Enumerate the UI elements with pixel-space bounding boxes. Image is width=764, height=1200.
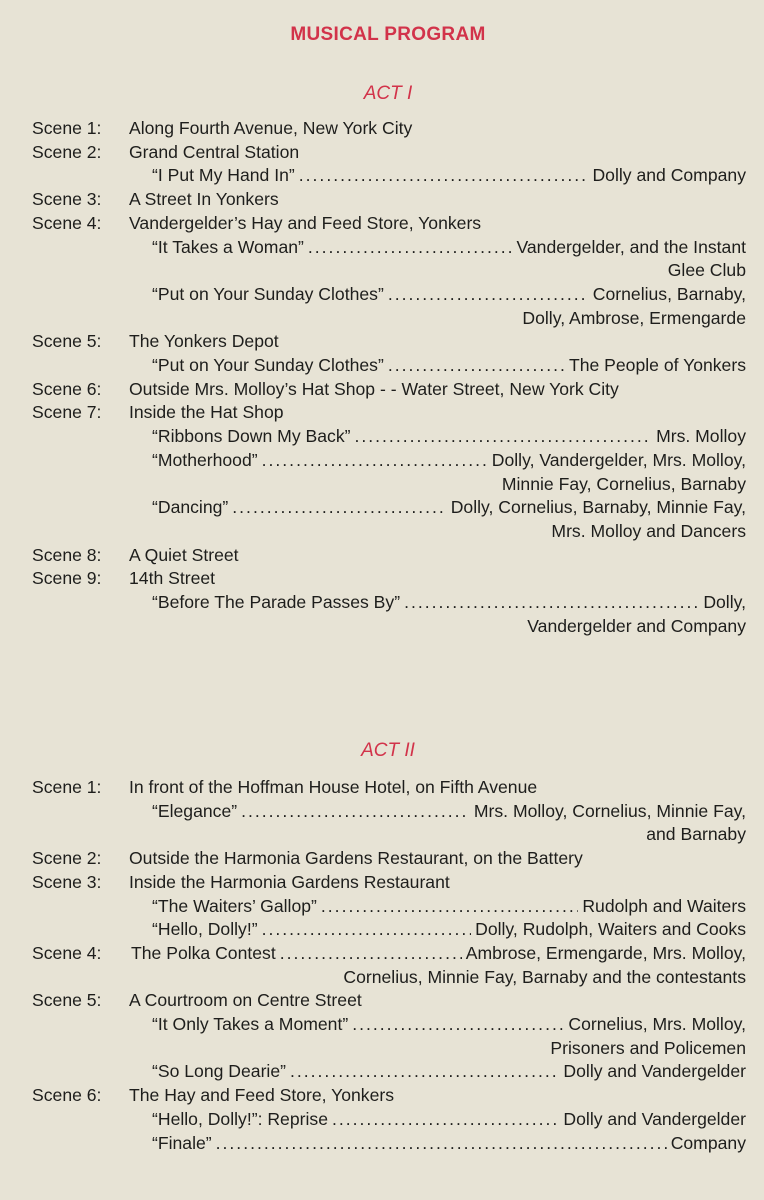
song-performers: Dolly and Company <box>592 165 746 186</box>
act2-scene-4 <box>32 942 746 966</box>
act1-scene-3 <box>32 188 746 212</box>
act1-scene-5 <box>32 330 746 354</box>
act2-scene-2 <box>32 847 746 871</box>
song-row <box>152 591 746 615</box>
song-performers: Company <box>670 1132 746 1153</box>
song-title: “Elegance” <box>152 800 238 821</box>
song-performers: Mrs. Molloy, Cornelius, Minnie Fay, <box>473 800 746 821</box>
act1-scene-7 <box>32 401 746 425</box>
song-title: “Put on Your Sunday Clothes” <box>152 355 384 376</box>
song-title: “It Takes a Woman” <box>152 236 304 257</box>
act-2-list <box>32 776 746 1155</box>
scene-setting: 14th Street <box>129 568 216 589</box>
song-performers: Rudolph and Waiters <box>582 895 746 916</box>
song-title: “Put on Your Sunday Clothes” <box>152 283 384 304</box>
scene-performers-continued: Cornelius, Minnie Fay, Barnaby and the contestants <box>343 966 746 987</box>
song-row <box>152 164 746 188</box>
song-performers: The People of Yonkers <box>568 355 746 376</box>
act-1-list <box>32 117 746 638</box>
act-1-heading: ACT I <box>363 83 413 104</box>
scene-setting: In front of the Hoffman House Hotel, on Fifth Avenue <box>129 777 538 797</box>
scene-setting: Inside the Harmonia Gardens Restaurant <box>129 871 450 892</box>
scene-setting: Grand Central Station <box>129 141 300 162</box>
song-title: “Before The Parade Passes By” <box>152 592 401 613</box>
song-row <box>152 918 746 942</box>
song-performers: Dolly and Vandergelder <box>563 1108 746 1129</box>
scene-label: Scene 7: <box>32 402 102 423</box>
song-row <box>152 895 746 919</box>
scene-setting: A Street In Yonkers <box>129 189 279 210</box>
song-title: “I Put My Hand In” <box>152 165 295 186</box>
song-performers: Dolly, Rudolph, Waiters and Cooks <box>475 919 746 940</box>
scene-label: Scene 4: <box>32 212 102 233</box>
dot-leader <box>388 283 589 307</box>
scene-label: Scene 3: <box>32 871 102 892</box>
song-row <box>152 1013 746 1037</box>
scene-label: Scene 1: <box>32 118 102 138</box>
dot-leader <box>216 1132 667 1156</box>
song-title: “Ribbons Down My Back” <box>152 426 351 447</box>
song-performers-continued: Prisoners and Policemen <box>550 1037 746 1058</box>
song-performers-continued: Dolly, Ambrose, Ermengarde <box>522 307 746 328</box>
song-performers: Cornelius, Mrs. Molloy, <box>568 1014 746 1035</box>
scene-setting: Vandergelder’s Hay and Feed Store, Yonkers <box>129 212 482 233</box>
scene-setting: A Courtroom on Centre Street <box>129 990 362 1011</box>
song-performers-continued: Mrs. Molloy and Dancers <box>551 520 746 541</box>
scene-label: Scene 6: <box>32 1085 102 1106</box>
song-title: “Dancing” <box>152 497 229 518</box>
song-performers: Dolly, Vandergelder, Mrs. Molloy, <box>491 449 746 470</box>
dot-leader <box>404 591 699 615</box>
scene-label: Scene 6: <box>32 378 102 399</box>
song-row <box>152 449 746 473</box>
act2-scene-5 <box>32 989 746 1013</box>
act1-scene-2 <box>32 141 746 165</box>
scene-label: Scene 2: <box>32 848 102 869</box>
song-performers: Mrs. Molloy <box>656 426 746 447</box>
dot-leader <box>280 942 462 966</box>
song-row <box>152 1108 746 1132</box>
song-row <box>152 1060 746 1084</box>
dot-leader <box>354 425 652 449</box>
scene-setting: The Polka Contest <box>131 942 276 963</box>
dot-leader <box>352 1013 564 1037</box>
scene-setting: Inside the Hat Shop <box>129 402 284 423</box>
song-title: “Hello, Dolly!”: Reprise <box>152 1108 328 1129</box>
dot-leader <box>388 354 565 378</box>
song-row <box>152 425 746 449</box>
song-title: “Hello, Dolly!” <box>152 919 258 940</box>
scene-label: Scene 3: <box>32 189 102 210</box>
scene-setting: The Hay and Feed Store, Yonkers <box>129 1085 395 1106</box>
dot-leader <box>332 1108 559 1132</box>
song-performers: Dolly, <box>703 592 746 613</box>
song-row <box>152 283 746 307</box>
song-row <box>152 496 746 520</box>
song-row <box>152 800 746 824</box>
scene-setting: Outside Mrs. Molloy’s Hat Shop - - Water Street, New York City <box>129 378 619 399</box>
song-title: “It Only Takes a Moment” <box>152 1014 349 1035</box>
scene-setting: The Yonkers Depot <box>129 331 279 352</box>
scene-label: Scene 4: <box>32 942 102 963</box>
scene-label: Scene 9: <box>32 568 102 589</box>
dot-leader <box>232 496 446 520</box>
song-performers-continued: and Barnaby <box>646 824 746 845</box>
act2-scene-6 <box>32 1084 746 1108</box>
act2-scene-1 <box>32 776 746 800</box>
act-2-heading: ACT II <box>361 740 415 761</box>
dot-leader <box>321 895 578 919</box>
scene-setting: Along Fourth Avenue, New York City <box>129 118 413 138</box>
song-performers: Dolly, Cornelius, Barnaby, Minnie Fay, <box>450 497 746 518</box>
dot-leader <box>241 800 470 824</box>
song-performers-continued: Glee Club <box>667 260 746 281</box>
scene-setting: A Quiet Street <box>129 544 239 565</box>
song-row <box>152 1132 746 1156</box>
song-row <box>152 236 746 260</box>
act1-scene-8 <box>32 544 746 568</box>
scene-label: Scene 8: <box>32 544 102 565</box>
scene-label: Scene 5: <box>32 990 102 1011</box>
song-title: “So Long Dearie” <box>152 1061 286 1082</box>
song-performers-continued: Minnie Fay, Cornelius, Barnaby <box>501 473 746 494</box>
scene-label: Scene 2: <box>32 141 102 162</box>
act1-scene-9 <box>32 567 746 591</box>
song-row <box>152 354 746 378</box>
page-title: MUSICAL PROGRAM <box>290 24 486 45</box>
act1-scene-4 <box>32 212 746 236</box>
dot-leader <box>290 1060 559 1084</box>
song-performers: Cornelius, Barnaby, <box>592 283 746 304</box>
scene-performers: Ambrose, Ermengarde, Mrs. Molloy, <box>465 942 746 963</box>
dot-leader <box>262 918 472 942</box>
act2-scene-3 <box>32 871 746 895</box>
song-title: “Finale” <box>152 1132 212 1153</box>
dot-leader <box>299 164 589 188</box>
song-performers: Dolly and Vandergelder <box>563 1061 746 1082</box>
scene-label: Scene 5: <box>32 331 102 352</box>
act1-scene-6 <box>32 378 746 402</box>
dot-leader <box>262 449 488 473</box>
song-title: “The Waiters’ Gallop” <box>152 895 317 916</box>
song-title: “Motherhood” <box>152 449 258 470</box>
song-performers: Vandergelder, and the Instant <box>516 236 746 257</box>
scene-setting: Outside the Harmonia Gardens Restaurant, on the Battery <box>129 848 583 869</box>
song-performers-continued: Vandergelder and Company <box>527 615 746 636</box>
dot-leader <box>308 236 513 260</box>
act1-scene-1 <box>32 117 746 141</box>
scene-label: Scene 1: <box>32 777 102 797</box>
